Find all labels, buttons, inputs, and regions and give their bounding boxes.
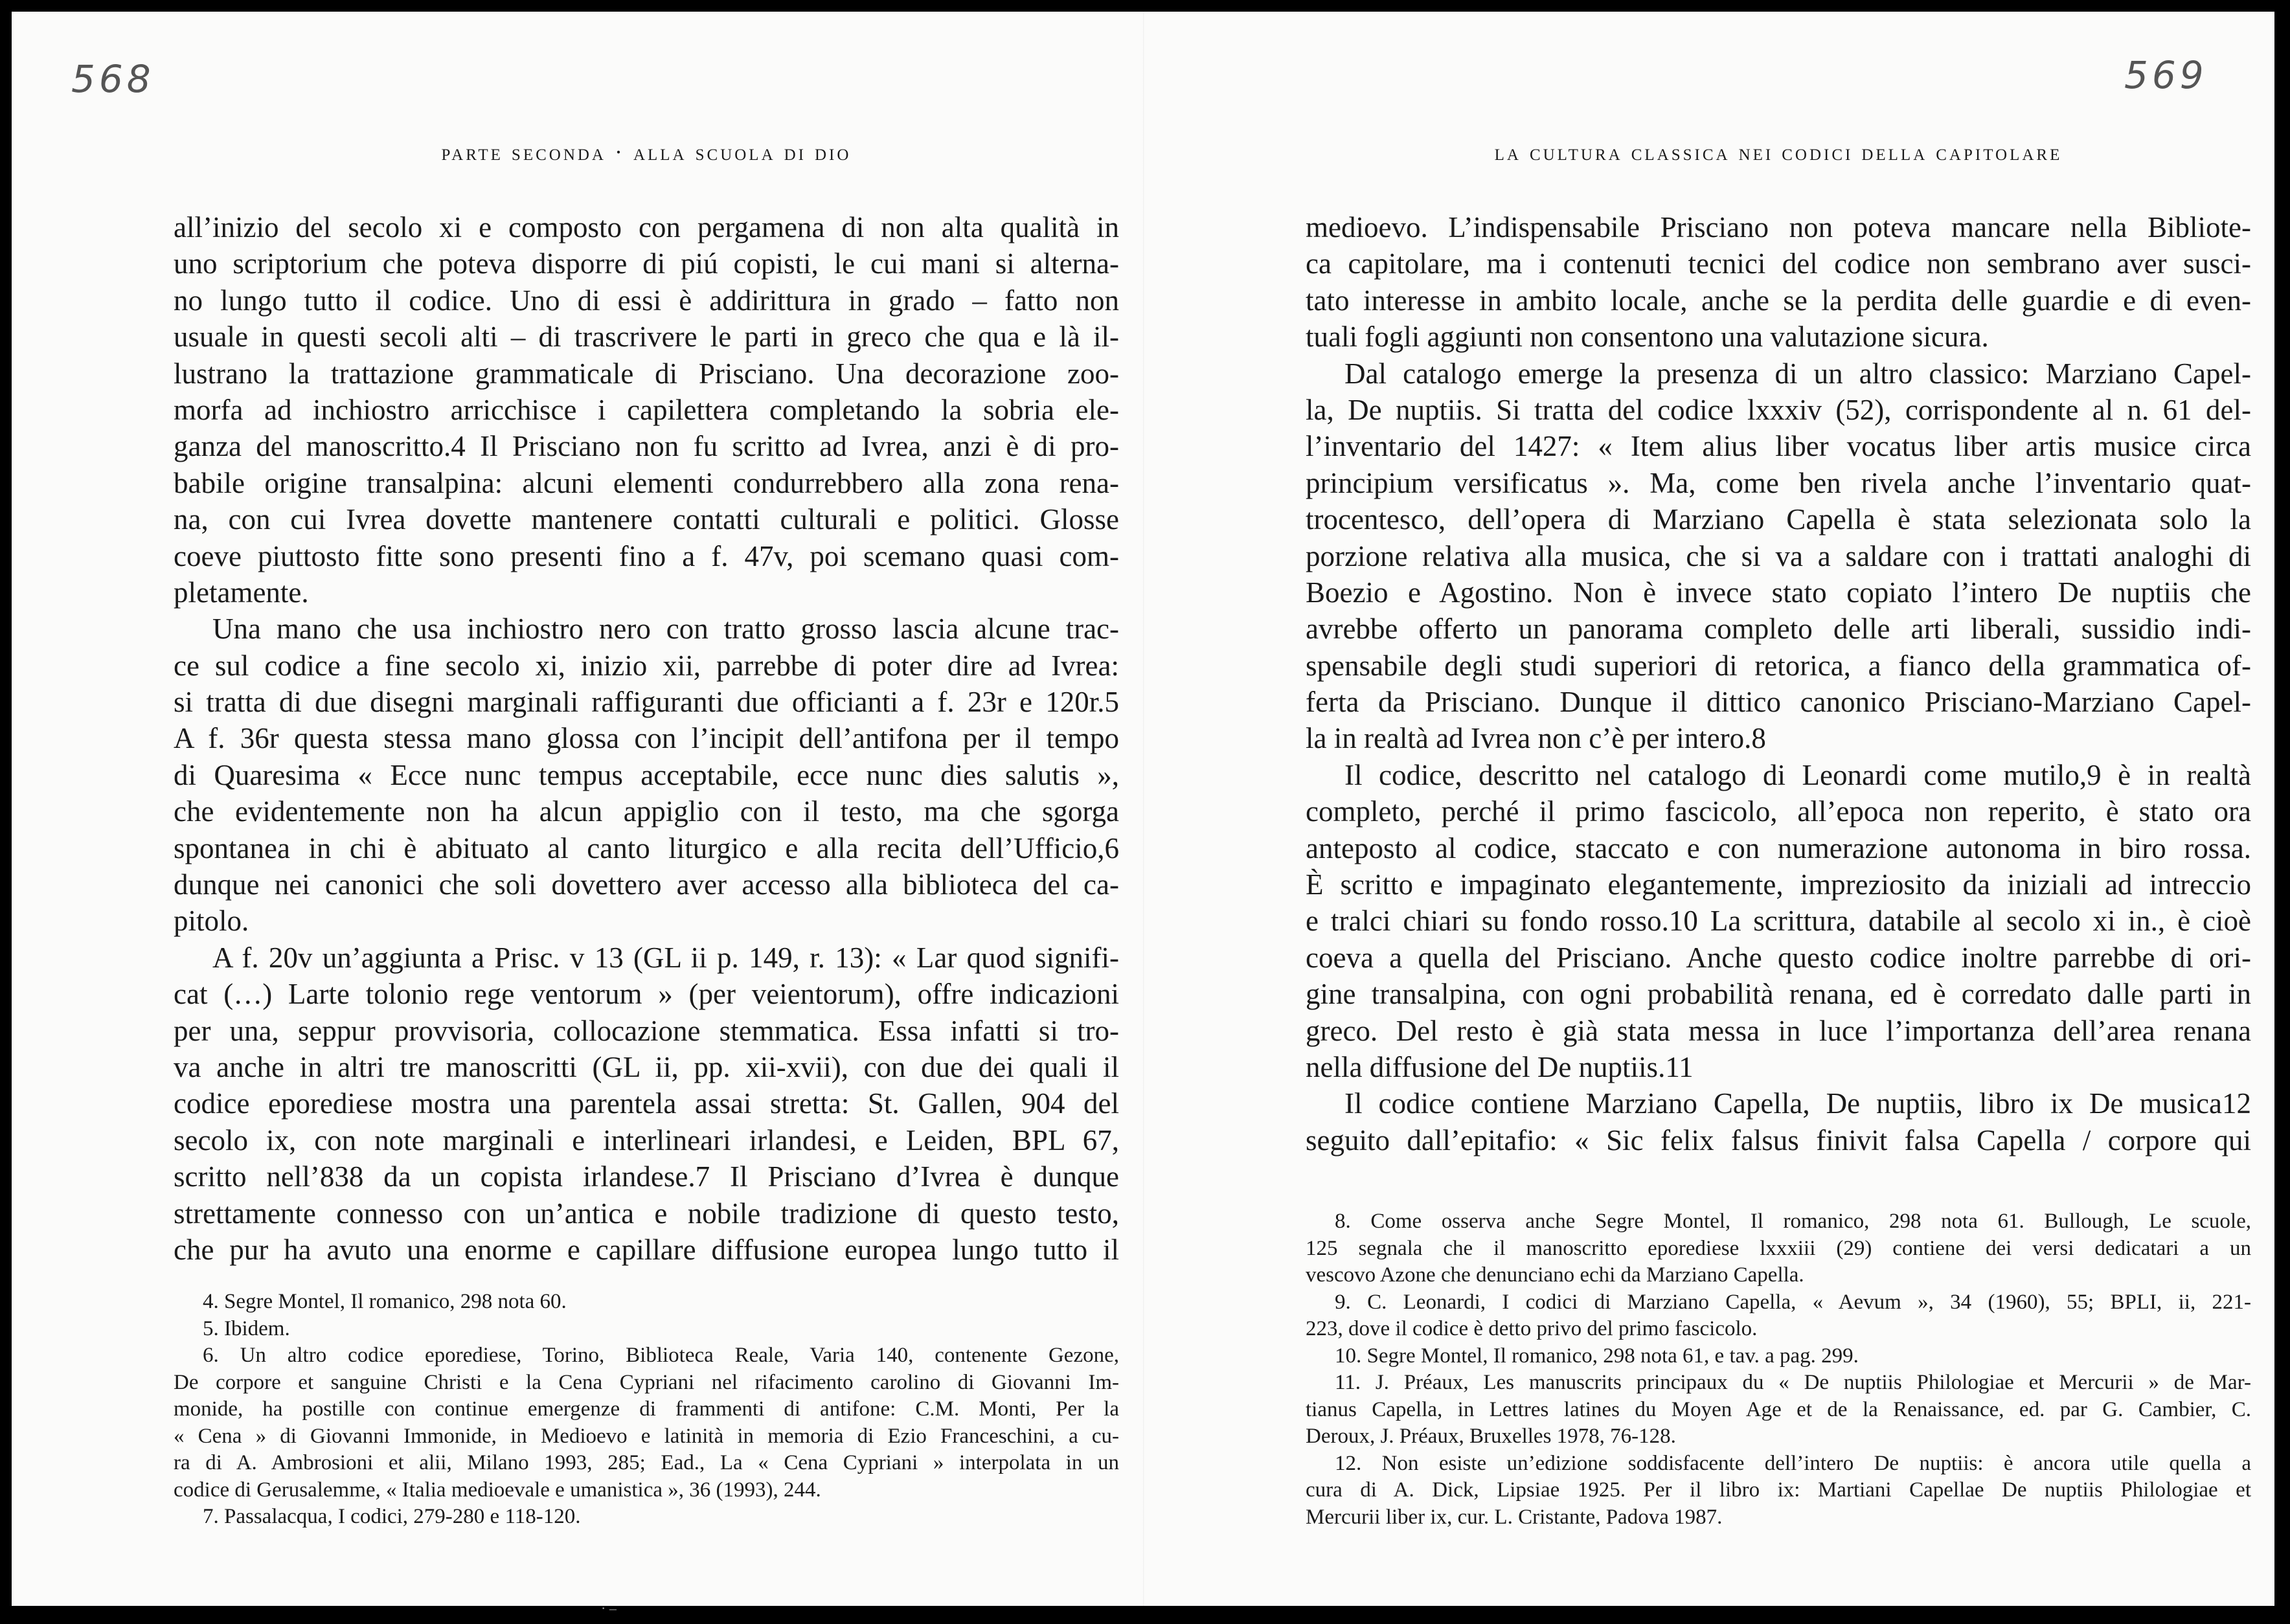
body-line: Il codice contiene Marziano Capella, De nuptiis, libro ix De musica12: [1344, 1087, 2251, 1120]
handwritten-page-number-left: 568: [71, 57, 155, 101]
footnote-line: codice di Gerusalemme, « Italia medioevale e umanistica », 36 (1993), 244.: [174, 1478, 821, 1502]
body-line: all’inizio del secolo xi e composto con pergamena di non alta qualità in: [174, 211, 1119, 243]
body-line: anteposto al codice, staccato e con numerazione autonoma in biro rossa.: [1306, 831, 2251, 864]
body-line: secolo ix, con note marginali e interlineari irlandesi, e Leiden, BPL 67,: [174, 1123, 1119, 1156]
body-line: Una mano che usa inchiostro nero con tratto grosso lascia alcune trac-: [212, 613, 1119, 646]
footnote-line: Deroux, J. Préaux, Bruxelles 1978, 76-128.: [1306, 1425, 1676, 1448]
body-line: no lungo tutto il codice. Uno di essi è addirittura in grado – fatto non: [174, 284, 1119, 317]
body-line: nella diffusione del De nuptiis.11: [1306, 1050, 1694, 1083]
body-line: completo, perché il primo fascicolo, all’epoca non reperito, è stato ora: [1306, 795, 2251, 828]
body-line: la in realtà ad Ivrea non c’è per intero.8: [1306, 722, 1766, 755]
book-spread: [12, 12, 2274, 1616]
body-line: babile origine transalpina: alcuni elementi condurrebbero alla zona rena-: [174, 466, 1119, 499]
body-line: avrebbe offerto un panorama completo delle arti liberali, sussidio indi-: [1306, 613, 2251, 646]
body-line: cat (…) Larte tolonio rege ventorum » (per veientorum), offre indicazioni: [174, 978, 1119, 1011]
footnote-line: 223, dove il codice è detto privo del primo fascicolo.: [1306, 1317, 1758, 1340]
body-line: È scritto e impaginato elegantemente, impreziosito da iniziali ad intreccio: [1306, 868, 2251, 901]
running-head-left: parte seconda · alla scuola di dio: [441, 139, 852, 165]
body-line: lustrano la trattazione grammaticale di Prisciano. Una decorazione zoo-: [174, 357, 1119, 390]
body-line: coeve piuttosto fitte sono presenti fino a f. 47v, poi scemano quasi com-: [174, 539, 1119, 572]
footnote-line: 12. Non esiste un’edizione soddisfacente dell’intero De nuptiis: è ancora utile quella a: [1335, 1451, 2251, 1475]
footnote-line: cura di A. Dick, Lipsiae 1925. Per il libro ix: Martiani Capellae De nuptiis Philologiae et: [1306, 1478, 2251, 1502]
body-line: usuale in questi secoli alti – di trascrivere le parti in greco che qua e là il-: [174, 321, 1119, 354]
footnote-line: 4. Segre Montel, Il romanico, 298 nota 60.: [203, 1290, 567, 1313]
body-line: greco. Del resto è già stata messa in luce l’importanza dell’area renana: [1306, 1014, 2251, 1047]
body-line: coeva a quella del Prisciano. Anche questo codice inoltre parrebbe di ori-: [1306, 941, 2251, 974]
body-line: A f. 36r questa stessa mano glossa con l’incipit dell’antifona per il tempo: [174, 722, 1119, 755]
running-head-right: la cultura classica nei codici della capitolare: [1494, 139, 2063, 165]
body-line: spensabile degli studi superiori di retorica, a fianco della grammatica of-: [1306, 649, 2251, 682]
body-line: codice eporediese mostra una parentela assai stretta: St. Gallen, 904 del: [174, 1087, 1119, 1120]
body-line: di Quaresima « Ecce nunc tempus acceptabile, ecce nunc dies salutis »,: [174, 758, 1119, 791]
body-line: Il codice, descritto nel catalogo di Leonardi come mutilo,9 è in realtà: [1344, 758, 2251, 791]
body-line: per una, seppur provvisoria, collocazione stemmatica. Essa infatti si tro-: [174, 1014, 1119, 1047]
footnote-line: 5. Ibidem.: [203, 1316, 290, 1340]
body-line: va anche in altri tre manoscritti (GL ii, pp. xii-xvii), con due dei quali il: [174, 1050, 1119, 1083]
footnote-line: tianus Capella, in Lettres latines du Moyen Age et de la Renaissance, ed. par G. Cambier, C.: [1306, 1397, 2251, 1421]
body-line: pitolo.: [174, 905, 249, 938]
handwritten-page-number-right: 569: [2124, 53, 2208, 97]
book-gutter: [1143, 12, 1144, 1606]
body-line: uno scriptorium che poteva disporre di piú copisti, le cui mani si alterna-: [174, 247, 1119, 280]
body-line: porzione relativa alla musica, che si va a saldare con i trattati analoghi di: [1306, 539, 2251, 572]
body-line: seguito dall’epitafio: « Sic felix falsus finivit falsa Capella / corpore qui: [1306, 1123, 2251, 1156]
body-line: ca capitolare, ma i contenuti tecnici del codice non sembrano aver susci-: [1306, 247, 2251, 280]
footnote-line: 10. Segre Montel, Il romanico, 298 nota 61, e tav. a pag. 299.: [1335, 1344, 1859, 1368]
body-line: spontanea in chi è abituato al canto liturgico e alla recita dell’Ufficio,6: [174, 831, 1119, 864]
body-line: tato interesse in ambito locale, anche se la perdita delle guardie e di even-: [1306, 284, 2251, 317]
body-line: gine transalpina, con ogni probabilità renana, ed è corredato dalle parti in: [1306, 978, 2251, 1011]
footnote-line: 125 segnala che il manoscritto eporediese lxxxiii (29) contiene dei versi dedicatari a un: [1306, 1236, 2251, 1260]
body-line: ce sul codice a fine secolo xi, inizio xii, parrebbe di poter dire ad Ivrea:: [174, 649, 1119, 682]
footnote-line: De corpore et sanguine Christi e la Cena Cypriani nel rifacimento carolino di Giovanni Im-: [174, 1370, 1119, 1394]
body-line: principium versificatus ». Ma, come ben rivela anche l’inventario quat-: [1306, 466, 2251, 499]
footnote-line: ra di A. Ambrosioni et alii, Milano 1993, 285; Ead., La « Cena Cypriani » interpolata in un: [174, 1451, 1119, 1474]
body-line: morfa ad inchiostro arricchisce i capilettera completando la sobria ele-: [174, 393, 1119, 426]
left-body-text: [174, 209, 1119, 1268]
footnote-line: Mercurii liber ix, cur. L. Cristante, Padova 1987.: [1306, 1505, 1723, 1529]
body-line: che evidentemente non ha alcun appiglio con il testo, ma che sgorga: [174, 795, 1119, 828]
footnote-line: 6. Un altro codice eporediese, Torino, Biblioteca Reale, Varia 140, contenente Gezone,: [203, 1344, 1119, 1367]
body-line: na, con cui Ivrea dovette mantenere contatti culturali e politici. Glosse: [174, 503, 1119, 536]
footnote-line: vescovo Azone che denunciano echi da Marziano Capella.: [1306, 1263, 1804, 1287]
body-line: pletamente.: [174, 576, 309, 609]
body-line: tuali fogli aggiunti non consentono una valutazione sicura.: [1306, 321, 1989, 354]
body-line: la, De nuptiis. Si tratta del codice lxxxiv (52), corrispondente al n. 61 del-: [1306, 393, 2251, 426]
footnote-line: « Cena » di Giovanni Immonide, in Medioevo e latinità in memoria di Ezio Franceschini, a cu-: [174, 1424, 1119, 1448]
body-line: si tratta di due disegni marginali raffiguranti due officianti a f. 23r e 120r.5: [174, 686, 1119, 719]
footnote-line: 11. J. Préaux, Les manuscrits principaux du « De nuptiis Philologiae et Mercurii » de Mar-: [1335, 1371, 2251, 1394]
body-line: e tralci chiari su fondo rosso.10 La scrittura, databile al secolo xi in., è cioè: [1306, 905, 2251, 938]
body-line: ferta da Prisciano. Dunque il dittico canonico Prisciano-Marziano Capel-: [1306, 686, 2251, 719]
body-line: scritto nell’838 da un copista irlandese.7 Il Prisciano d’Ivrea è dunque: [174, 1160, 1119, 1193]
scan-mark: · –: [601, 1600, 617, 1616]
footnote-line: monide, ha postille con continue emergenze di frammenti di antifone: C.M. Monti, Per la: [174, 1397, 1119, 1421]
body-line: che pur ha avuto una enorme e capillare diffusione europea lungo tutto il: [174, 1233, 1119, 1266]
right-body-text: [1306, 209, 2251, 1158]
footnote-line: 7. Passalacqua, I codici, 279-280 e 118-120.: [203, 1505, 581, 1528]
body-line: A f. 20v un’aggiunta a Prisc. v 13 (GL ii p. 149, r. 13): « Lar quod signifi-: [212, 941, 1119, 974]
body-line: medioevo. L’indispensabile Prisciano non poteva mancare nella Bibliote-: [1306, 211, 2251, 243]
body-line: trocentesco, dell’opera di Marziano Capella è stata selezionata solo la: [1306, 503, 2251, 536]
body-line: Boezio e Agostino. Non è invece stato copiato l’intero De nuptiis che: [1306, 576, 2251, 609]
left-footnotes: [174, 1289, 1119, 1531]
right-footnotes: [1306, 1208, 2251, 1531]
body-line: l’inventario del 1427: « Item alius liber vocatus liber artis musice circa: [1306, 430, 2251, 463]
footnote-line: 9. C. Leonardi, I codici di Marziano Capella, « Aevum », 34 (1960), 55; BPLI, ii, 221-: [1335, 1290, 2251, 1314]
body-line: ganza del manoscritto.4 Il Prisciano non fu scritto ad Ivrea, anzi è di pro-: [174, 430, 1119, 463]
body-line: strettamente connesso con un’antica e nobile tradizione di questo testo,: [174, 1197, 1119, 1230]
body-line: Dal catalogo emerge la presenza di un altro classico: Marziano Capel-: [1344, 357, 2251, 390]
body-line: dunque nei canonici che soli dovettero aver accesso alla biblioteca del ca-: [174, 868, 1119, 901]
footnote-line: 8. Come osserva anche Segre Montel, Il romanico, 298 nota 61. Bullough, Le scuole,: [1335, 1210, 2251, 1233]
